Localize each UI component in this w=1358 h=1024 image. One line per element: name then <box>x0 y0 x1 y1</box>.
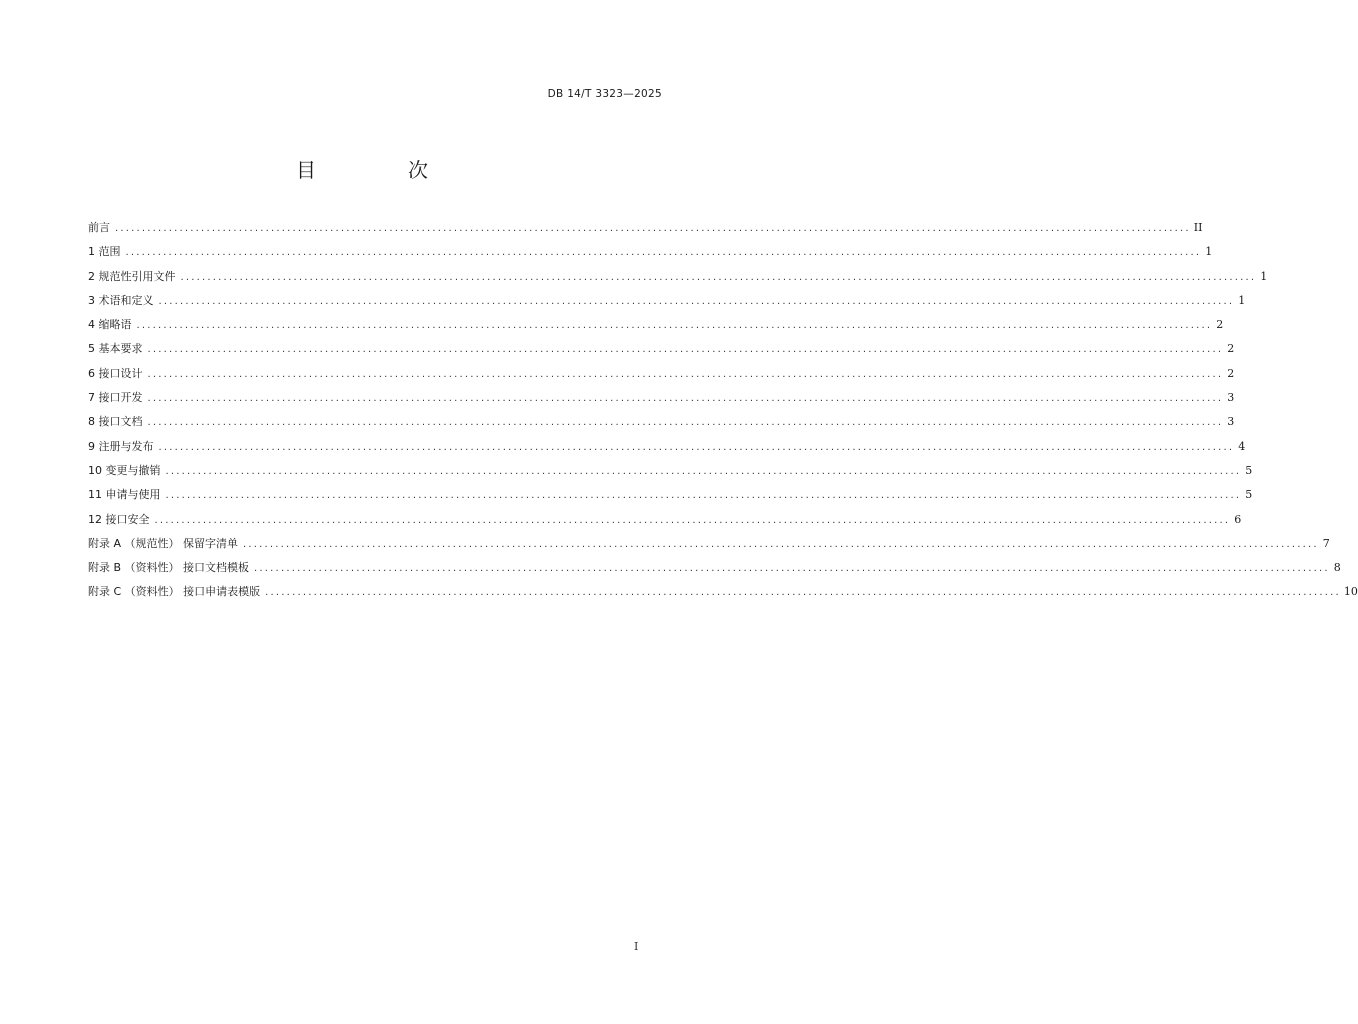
toc-entry-label: 8 接口文档 <box>88 415 143 429</box>
toc-dot-leader: ........................................................................................................................................................................................................ <box>158 295 1235 307</box>
toc-entry-basic-requirements[interactable] <box>88 339 1235 363</box>
toc-entry-interface-documentation[interactable] <box>88 412 1235 436</box>
toc-entry-appendix-b[interactable] <box>88 558 1341 582</box>
toc-entry-label: 1 范围 <box>88 245 121 259</box>
toc-entry-page: 4 <box>1238 439 1246 453</box>
toc-entry-page: 7 <box>1322 536 1330 550</box>
toc-dot-leader: ........................................................................................................................................................................................................ <box>125 247 1202 259</box>
toc-entry-page: 8 <box>1333 561 1341 575</box>
toc-entry-normative-references[interactable] <box>88 267 1268 291</box>
toc-entry-page: 3 <box>1227 415 1235 429</box>
toc-dot-leader: ........................................................................................................................................................................................................ <box>147 368 1224 380</box>
table-of-contents <box>88 218 1358 607</box>
toc-entry-page: 2 <box>1227 366 1235 380</box>
toc-entry-registration[interactable] <box>88 437 1246 461</box>
toc-entry-label: 6 接口设计 <box>88 366 143 380</box>
toc-entry-label: 4 缩略语 <box>88 318 132 332</box>
toc-dot-leader: ........................................................................................................................................................................................................ <box>254 563 1330 575</box>
toc-entry-interface-development[interactable] <box>88 388 1235 412</box>
toc-entry-label: 12 接口安全 <box>88 512 150 526</box>
toc-dot-leader: ........................................................................................................................................................................................................ <box>165 490 1242 502</box>
toc-entry-page: 2 <box>1227 342 1235 356</box>
toc-entry-label: 附录 B （资料性） 接口文档模板 <box>88 561 250 575</box>
toc-entry-label: 5 基本要求 <box>88 342 143 356</box>
toc-entry-application-use[interactable] <box>88 485 1253 509</box>
toc-dot-leader: ........................................................................................................................................................................................................ <box>158 441 1235 453</box>
toc-entry-page: 5 <box>1245 488 1253 502</box>
toc-entry-appendix-c[interactable] <box>88 582 1358 606</box>
toc-entry-page: 1 <box>1238 293 1246 307</box>
toc-dot-leader: ........................................................................................................................................................................................................ <box>265 587 1341 599</box>
toc-entry-page: 1 <box>1260 269 1268 283</box>
toc-entry-label: 9 注册与发布 <box>88 439 154 453</box>
toc-entry-terms[interactable] <box>88 291 1246 315</box>
toc-dot-leader: ........................................................................................................................................................................................................ <box>115 223 1191 234</box>
toc-dot-leader: ........................................................................................................................................................................................................ <box>154 514 1231 526</box>
toc-entry-interface-security[interactable] <box>88 510 1242 534</box>
toc-dot-leader: ........................................................................................................................................................................................................ <box>180 271 1257 283</box>
toc-entry-label: 2 规范性引用文件 <box>88 269 176 283</box>
toc-entry-page: 3 <box>1227 391 1235 405</box>
toc-entry-label: 前言 <box>88 221 110 234</box>
toc-entry-label: 附录 A （规范性） 保留字清单 <box>88 536 239 550</box>
toc-dot-leader: ........................................................................................................................................................................................................ <box>147 417 1224 429</box>
page-number: I <box>634 940 639 953</box>
toc-entry-page: 6 <box>1234 512 1242 526</box>
toc-dot-leader: ........................................................................................................................................................................................................ <box>243 538 1319 550</box>
toc-dot-leader: ........................................................................................................................................................................................................ <box>147 344 1224 356</box>
toc-entry-page: II <box>1193 221 1203 234</box>
toc-dot-leader: ........................................................................................................................................................................................................ <box>165 465 1242 477</box>
toc-entry-foreword[interactable] <box>88 218 1203 242</box>
toc-entry-label: 10 变更与撤销 <box>88 463 161 477</box>
toc-dot-leader: ........................................................................................................................................................................................................ <box>136 320 1213 332</box>
page-title: 目 次 <box>296 158 464 182</box>
toc-entry-change-revocation[interactable] <box>88 461 1253 485</box>
toc-entry-page: 1 <box>1205 245 1213 259</box>
toc-entry-page: 2 <box>1216 318 1224 332</box>
toc-dot-leader: ........................................................................................................................................................................................................ <box>147 393 1224 405</box>
toc-entry-scope[interactable] <box>88 242 1213 266</box>
toc-entry-appendix-a[interactable] <box>88 534 1330 558</box>
toc-entry-page: 10 <box>1343 585 1358 599</box>
toc-entry-label: 附录 C （资料性） 接口申请表模版 <box>88 585 261 599</box>
toc-entry-label: 11 申请与使用 <box>88 488 161 502</box>
toc-entry-abbreviations[interactable] <box>88 315 1224 339</box>
toc-entry-interface-design[interactable] <box>88 364 1235 388</box>
toc-entry-label: 3 术语和定义 <box>88 293 154 307</box>
toc-entry-page: 5 <box>1245 463 1253 477</box>
standard-code: DB 14/T 3323—2025 <box>547 88 662 100</box>
toc-entry-label: 7 接口开发 <box>88 391 143 405</box>
